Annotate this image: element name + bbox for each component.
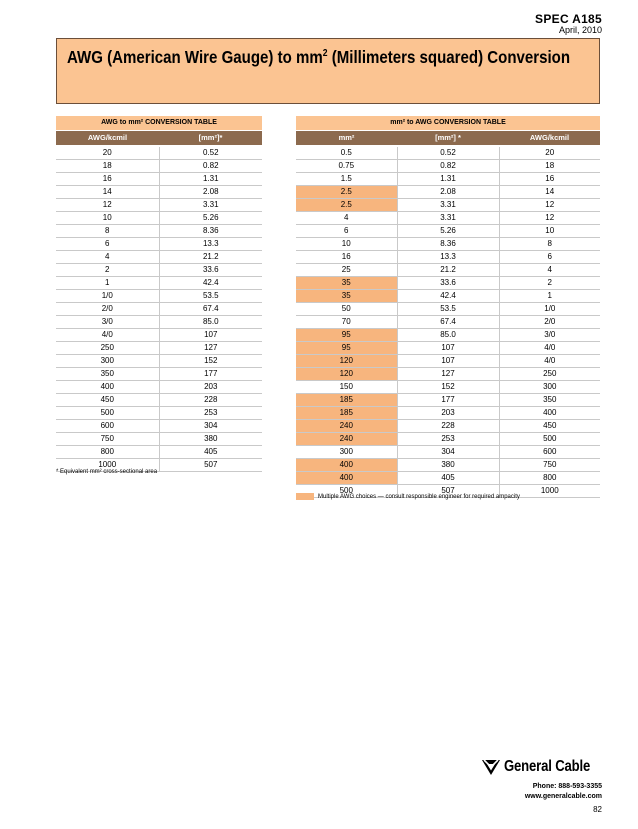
mm2-cell: 35: [296, 277, 397, 290]
right-table-body: [296, 146, 600, 498]
mm2-cell: 240: [296, 433, 397, 446]
left-table-title: AWG to mm² CONVERSION TABLE: [56, 116, 262, 131]
awg-cell: 2: [56, 264, 159, 277]
equiv-mm2-cell: 177: [397, 394, 499, 407]
equiv-mm2-cell: 253: [397, 433, 499, 446]
table-row: [296, 316, 600, 329]
equiv-mm2-cell: 67.4: [397, 316, 499, 329]
equiv-mm2-cell: 5.26: [397, 225, 499, 238]
spec-block: [535, 12, 602, 35]
table-row: [56, 394, 262, 407]
table-row: [296, 303, 600, 316]
mm2-cell: 8.36: [159, 225, 262, 238]
mm2-cell: 177: [159, 368, 262, 381]
awg-cell: 350: [56, 368, 159, 381]
awg-cell: 250: [499, 368, 600, 381]
table-row: [56, 342, 262, 355]
awg-cell: 12: [499, 212, 600, 225]
equiv-mm2-cell: 380: [397, 459, 499, 472]
mm2-cell: 2.08: [159, 186, 262, 199]
mm2-cell: 95: [296, 329, 397, 342]
awg-cell: 4: [499, 264, 600, 277]
mm2-cell: 2.5: [296, 199, 397, 212]
mm2-cell: 25: [296, 264, 397, 277]
left-table-body: [56, 146, 262, 472]
awg-cell: 16: [56, 173, 159, 186]
table-row: [56, 251, 262, 264]
table-row: [56, 199, 262, 212]
mm2-cell: 33.6: [159, 264, 262, 277]
table-row: [296, 186, 600, 199]
table-row: [296, 329, 600, 342]
legend-text: Multiple AWG choices — consult responsible engineer for required ampacity: [318, 493, 520, 500]
mm2-cell: 3.31: [159, 199, 262, 212]
equiv-mm2-cell: 152: [397, 381, 499, 394]
table-row: [56, 407, 262, 420]
table-row: [296, 290, 600, 303]
table-row: [56, 420, 262, 433]
table-row: [56, 381, 262, 394]
table-row: [56, 277, 262, 290]
mm2-cell: 53.5: [159, 290, 262, 303]
right-header-awg: AWG/kcmil: [499, 131, 600, 147]
mm2-cell: 0.5: [296, 146, 397, 160]
table-row: [296, 472, 600, 485]
table-row: [56, 303, 262, 316]
mm2-cell: 120: [296, 355, 397, 368]
equiv-mm2-cell: 107: [397, 342, 499, 355]
mm2-cell: 507: [159, 459, 262, 472]
mm2-cell: 405: [159, 446, 262, 459]
table-row: [56, 264, 262, 277]
equiv-mm2-cell: 8.36: [397, 238, 499, 251]
awg-cell: 8: [56, 225, 159, 238]
awg-cell: 450: [499, 420, 600, 433]
awg-cell: 1/0: [56, 290, 159, 303]
mm2-cell: 0.52: [159, 146, 262, 160]
awg-cell: 14: [56, 186, 159, 199]
awg-cell: 6: [56, 238, 159, 251]
mm2-cell: 67.4: [159, 303, 262, 316]
mm2-cell: 304: [159, 420, 262, 433]
mm2-cell: 35: [296, 290, 397, 303]
left-header-mm2: [mm²]*: [159, 131, 262, 147]
awg-cell: 6: [499, 251, 600, 264]
awg-to-mm2-table: [56, 116, 262, 472]
footnote: * Equivalent mm² cross-sectional area: [56, 469, 158, 475]
equiv-mm2-cell: 3.31: [397, 212, 499, 225]
mm2-cell: 0.82: [159, 160, 262, 173]
mm2-cell: 42.4: [159, 277, 262, 290]
page-number: 82: [593, 805, 602, 814]
mm2-cell: 21.2: [159, 251, 262, 264]
awg-cell: 500: [499, 433, 600, 446]
awg-cell: 1/0: [499, 303, 600, 316]
equiv-mm2-cell: 2.08: [397, 186, 499, 199]
mm2-cell: 400: [296, 459, 397, 472]
awg-cell: 12: [499, 199, 600, 212]
mm2-cell: 2.5: [296, 186, 397, 199]
mm2-cell: 13.3: [159, 238, 262, 251]
logo-text: General Cable: [504, 758, 591, 775]
awg-cell: 16: [499, 173, 600, 186]
table-row: [56, 355, 262, 368]
table-row: [296, 199, 600, 212]
equiv-mm2-cell: 0.82: [397, 160, 499, 173]
awg-cell: 18: [56, 160, 159, 173]
awg-cell: 250: [56, 342, 159, 355]
equiv-mm2-cell: 228: [397, 420, 499, 433]
mm2-cell: 6: [296, 225, 397, 238]
table-row: [56, 160, 262, 173]
awg-cell: 3/0: [56, 316, 159, 329]
awg-cell: 4: [56, 251, 159, 264]
awg-cell: 400: [499, 407, 600, 420]
awg-cell: 600: [56, 420, 159, 433]
title-main: AWG (American Wire Gauge) to mm: [67, 47, 323, 67]
awg-cell: 10: [56, 212, 159, 225]
mm2-cell: 240: [296, 420, 397, 433]
table-row: [296, 173, 600, 186]
awg-cell: 750: [56, 433, 159, 446]
mm2-cell: 300: [296, 446, 397, 459]
mm2-cell: 50: [296, 303, 397, 316]
website-link[interactable]: www.generalcable.com: [524, 793, 602, 800]
table-row: [56, 290, 262, 303]
table-row: [296, 433, 600, 446]
awg-cell: 2/0: [56, 303, 159, 316]
equiv-mm2-cell: 85.0: [397, 329, 499, 342]
mm2-cell: 85.0: [159, 316, 262, 329]
right-header-mm2: mm²: [296, 131, 397, 147]
table-row: [296, 368, 600, 381]
title-rest: (Millimeters squared) Conversion: [327, 47, 571, 67]
mm2-cell: 5.26: [159, 212, 262, 225]
table-row: [296, 264, 600, 277]
table-row: [296, 394, 600, 407]
awg-cell: 1: [499, 290, 600, 303]
equiv-mm2-cell: 33.6: [397, 277, 499, 290]
mm2-cell: 185: [296, 394, 397, 407]
legend-swatch: [296, 493, 314, 500]
table-row: [56, 173, 262, 186]
awg-cell: 12: [56, 199, 159, 212]
awg-cell: 2/0: [499, 316, 600, 329]
equiv-mm2-cell: 304: [397, 446, 499, 459]
table-row: [296, 459, 600, 472]
table-row: [56, 238, 262, 251]
awg-cell: 4/0: [499, 342, 600, 355]
mm2-cell: 16: [296, 251, 397, 264]
equiv-mm2-cell: 107: [397, 355, 499, 368]
awg-cell: 300: [499, 381, 600, 394]
equiv-mm2-cell: 0.52: [397, 146, 499, 160]
right-table-title: mm² to AWG CONVERSION TABLE: [296, 116, 600, 131]
awg-cell: 450: [56, 394, 159, 407]
left-header-awg: AWG/kcmil: [56, 131, 159, 147]
title-superscript: 2: [322, 48, 328, 60]
equiv-mm2-cell: 203: [397, 407, 499, 420]
awg-cell: 1: [56, 277, 159, 290]
mm2-cell: 120: [296, 368, 397, 381]
highlight-legend: [296, 493, 520, 500]
mm2-cell: 203: [159, 381, 262, 394]
awg-cell: 4/0: [499, 355, 600, 368]
awg-cell: 4/0: [56, 329, 159, 342]
table-row: [56, 186, 262, 199]
mm2-cell: 152: [159, 355, 262, 368]
mm2-to-awg-table: [296, 116, 600, 498]
table-row: [296, 381, 600, 394]
table-row: [56, 329, 262, 342]
equiv-mm2-cell: 507: [397, 485, 499, 498]
general-cable-logo-icon: [481, 758, 501, 776]
equiv-mm2-cell: 1.31: [397, 173, 499, 186]
table-row: [296, 407, 600, 420]
equiv-mm2-cell: 53.5: [397, 303, 499, 316]
awg-cell: 750: [499, 459, 600, 472]
equiv-mm2-cell: 13.3: [397, 251, 499, 264]
table-row: [296, 238, 600, 251]
awg-cell: 20: [56, 146, 159, 160]
awg-cell: 300: [56, 355, 159, 368]
mm2-cell: 400: [296, 472, 397, 485]
table-row: [296, 342, 600, 355]
mm2-cell: 10: [296, 238, 397, 251]
awg-cell: 800: [499, 472, 600, 485]
table-row: [296, 251, 600, 264]
table-row: [296, 446, 600, 459]
awg-cell: 20: [499, 146, 600, 160]
awg-cell: 3/0: [499, 329, 600, 342]
table-row: [56, 146, 262, 160]
table-row: [56, 446, 262, 459]
table-row: [56, 225, 262, 238]
awg-cell: 2: [499, 277, 600, 290]
table-row: [56, 368, 262, 381]
awg-cell: 600: [499, 446, 600, 459]
title-banner: [56, 38, 600, 104]
mm2-cell: 253: [159, 407, 262, 420]
equiv-mm2-cell: 127: [397, 368, 499, 381]
mm2-cell: 107: [159, 329, 262, 342]
awg-cell: 10: [499, 225, 600, 238]
mm2-cell: 1.31: [159, 173, 262, 186]
spec-date: April, 2010: [558, 25, 602, 35]
equiv-mm2-cell: 21.2: [397, 264, 499, 277]
mm2-cell: 4: [296, 212, 397, 225]
awg-cell: 1000: [499, 485, 600, 498]
mm2-cell: 228: [159, 394, 262, 407]
table-row: [296, 212, 600, 225]
table-row: [296, 160, 600, 173]
mm2-cell: 150: [296, 381, 397, 394]
awg-cell: 8: [499, 238, 600, 251]
equiv-mm2-cell: 3.31: [397, 199, 499, 212]
table-row: [296, 420, 600, 433]
mm2-cell: 1.5: [296, 173, 397, 186]
mm2-cell: 185: [296, 407, 397, 420]
right-header-equiv: [mm²] *: [397, 131, 499, 147]
equiv-mm2-cell: 405: [397, 472, 499, 485]
mm2-cell: 95: [296, 342, 397, 355]
table-row: [296, 355, 600, 368]
table-row: [56, 433, 262, 446]
general-cable-logo: [481, 758, 609, 776]
mm2-cell: 380: [159, 433, 262, 446]
awg-cell: 18: [499, 160, 600, 173]
equiv-mm2-cell: 42.4: [397, 290, 499, 303]
awg-cell: 800: [56, 446, 159, 459]
awg-cell: 400: [56, 381, 159, 394]
awg-cell: 350: [499, 394, 600, 407]
mm2-cell: 0.75: [296, 160, 397, 173]
contact-block: [525, 782, 602, 802]
table-row: [296, 225, 600, 238]
awg-cell: 500: [56, 407, 159, 420]
awg-cell: 14: [499, 186, 600, 199]
mm2-cell: 70: [296, 316, 397, 329]
spec-code: SPEC A185: [535, 12, 602, 26]
mm2-cell: 500: [296, 485, 397, 498]
table-row: [56, 316, 262, 329]
table-row: [296, 146, 600, 160]
table-row: [56, 212, 262, 225]
page-title: [67, 47, 570, 68]
table-row: [296, 277, 600, 290]
mm2-cell: 127: [159, 342, 262, 355]
phone-number: Phone: 888-593-3355: [532, 783, 602, 790]
awg-cell: 1000: [56, 459, 159, 472]
